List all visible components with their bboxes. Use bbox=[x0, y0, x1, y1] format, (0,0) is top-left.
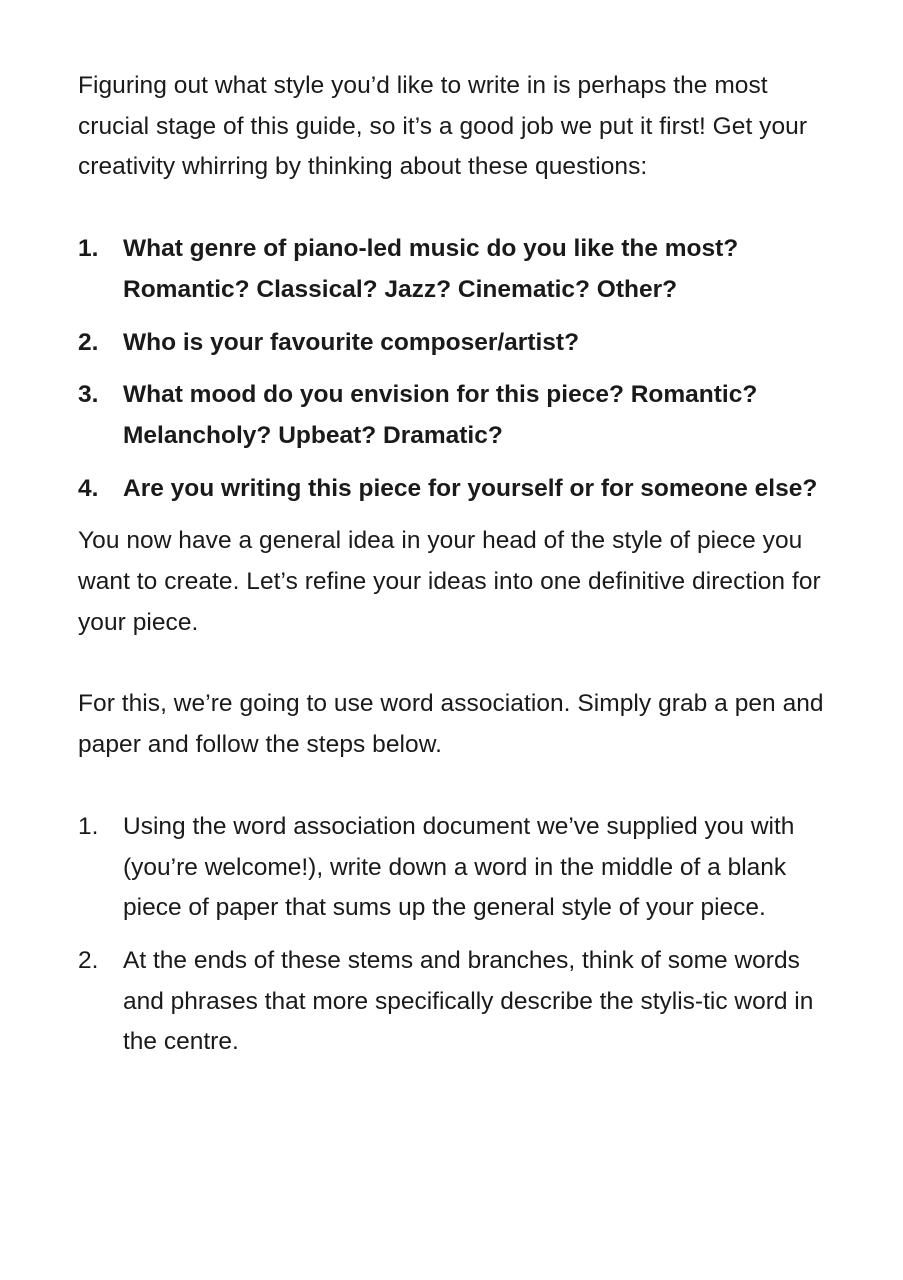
list-number: 2. bbox=[78, 328, 99, 356]
intro-paragraph: Figuring out what style you’d like to write in is perhaps the most crucial stage of this guide, so it’s a good job we put it first! Get your creativity whirring by thinking about these questions: bbox=[78, 72, 808, 181]
question-text: Who is your favourite composer/artist? bbox=[123, 328, 580, 356]
step-text: Using the word association document we’ve supplied you with (you’re welcome!), write down a word in the middle of a blank piece of paper that sums up the general style of your piece. bbox=[123, 812, 795, 922]
question-text: What mood do you envision for this piece? Romantic? Melancholy? Upbeat? Dramatic? bbox=[123, 381, 758, 449]
step-text: At the ends of these stems and branches, think of some words and phrases that more specifically describe the stylis-tic word in the centre. bbox=[123, 946, 814, 1056]
list-number: 4. bbox=[78, 474, 99, 502]
questions-list bbox=[78, 229, 828, 509]
question-text: What genre of piano-led music do you like the most? Romantic? Classical? Jazz? Cinematic? Other? bbox=[123, 235, 739, 303]
list-item bbox=[78, 941, 828, 1063]
list-item bbox=[78, 323, 828, 364]
steps-list bbox=[78, 807, 828, 1063]
list-number: 1. bbox=[78, 812, 99, 840]
list-item bbox=[78, 469, 828, 510]
list-number: 3. bbox=[78, 381, 99, 409]
list-item bbox=[78, 807, 828, 929]
document-page bbox=[78, 66, 828, 1075]
question-text: Are you writing this piece for yourself or for someone else? bbox=[123, 474, 818, 502]
list-number: 2. bbox=[78, 946, 99, 974]
after-questions-paragraph: You now have a general idea in your head of the style of piece you want to create. Let’s refine your ideas into one definitive direction for your piece. bbox=[78, 527, 821, 636]
word-association-paragraph: For this, we’re going to use word association. Simply grab a pen and paper and follow the steps below. bbox=[78, 690, 824, 759]
list-item bbox=[78, 375, 828, 456]
list-item bbox=[78, 229, 828, 310]
list-number: 1. bbox=[78, 235, 99, 263]
